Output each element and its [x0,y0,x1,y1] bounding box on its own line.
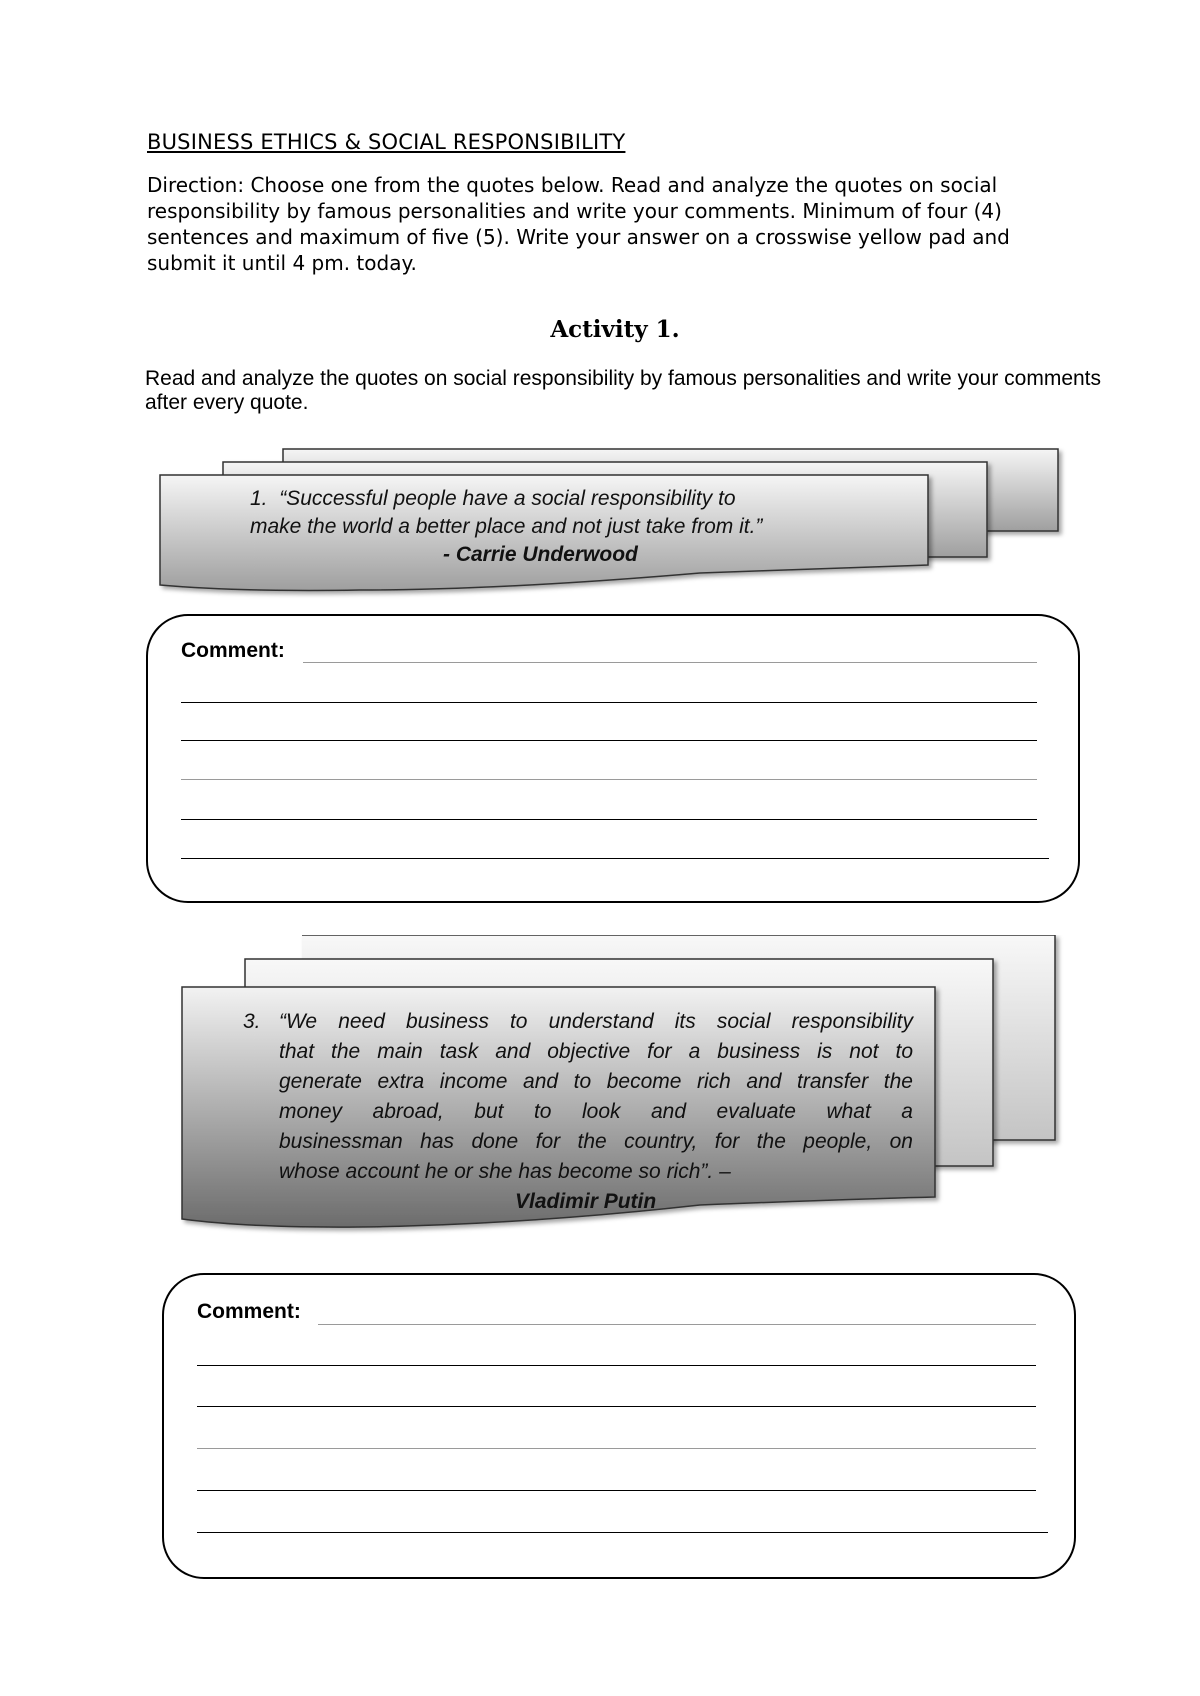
comment-3-line[interactable] [318,1324,1036,1325]
comment-3-line[interactable] [197,1490,1036,1491]
quote-1-line-2: make the world a better place and not just take from it.” [250,515,763,538]
comment-1-label: Comment: [181,639,285,662]
quote-1-text [250,485,910,569]
quote-3-text [243,1007,913,1217]
comment-1-line[interactable] [303,662,1037,663]
comment-1-line[interactable] [181,858,1049,859]
quote-3-line-3: generate extra income and to become rich and transfer the [279,1070,913,1093]
quote-1-number: 1. [250,487,268,510]
comment-box-1[interactable] [146,614,1080,903]
comment-1-line[interactable] [181,740,1037,741]
comment-1-line[interactable] [181,819,1037,820]
quote-3-line-2: that the main task and objective for a business is not to [279,1040,913,1063]
comment-1-line[interactable] [181,702,1037,703]
direction-text: Direction: Choose one from the quotes below. Read and analyze the quotes on social responsibility by famous personalities and write your comments. Minimum of four (4) sentences and maximum of five (5). Write your answer on a crosswise yellow pad and submit it until 4 pm. today. [147,173,1010,275]
comment-3-line[interactable] [197,1532,1048,1533]
comment-3-line[interactable] [197,1406,1036,1407]
quote-3-line-5: businessman has done for the country, for the people, on [279,1130,913,1153]
quote-3-line-4: money abroad, but to look and evaluate what a [279,1100,913,1123]
comment-3-label: Comment: [197,1300,301,1323]
document-title: BUSINESS ETHICS & SOCIAL RESPONSIBILITY [147,130,626,154]
quote-3-line-1: “We need business to understand its social responsibility [279,1010,913,1033]
comment-1-line[interactable] [181,779,1037,780]
quote-1-line-1: “Successful people have a social responsibility to [279,487,736,510]
comment-3-line[interactable] [197,1448,1036,1449]
comment-3-line[interactable] [197,1365,1036,1366]
comment-box-3[interactable] [162,1273,1076,1579]
quote-3-number: 3. [243,1010,261,1033]
quote-1-author: - Carrie Underwood [443,543,638,566]
quote-3-line-6: whose account he or she has become so rich”. – [279,1160,731,1183]
activity-instructions: Read and analyze the quotes on social responsibility by famous personalities and write your comments after every quote. [145,367,1102,414]
activity-title: Activity 1. [550,316,680,343]
quote-3-author: Vladimir Putin [515,1190,657,1213]
